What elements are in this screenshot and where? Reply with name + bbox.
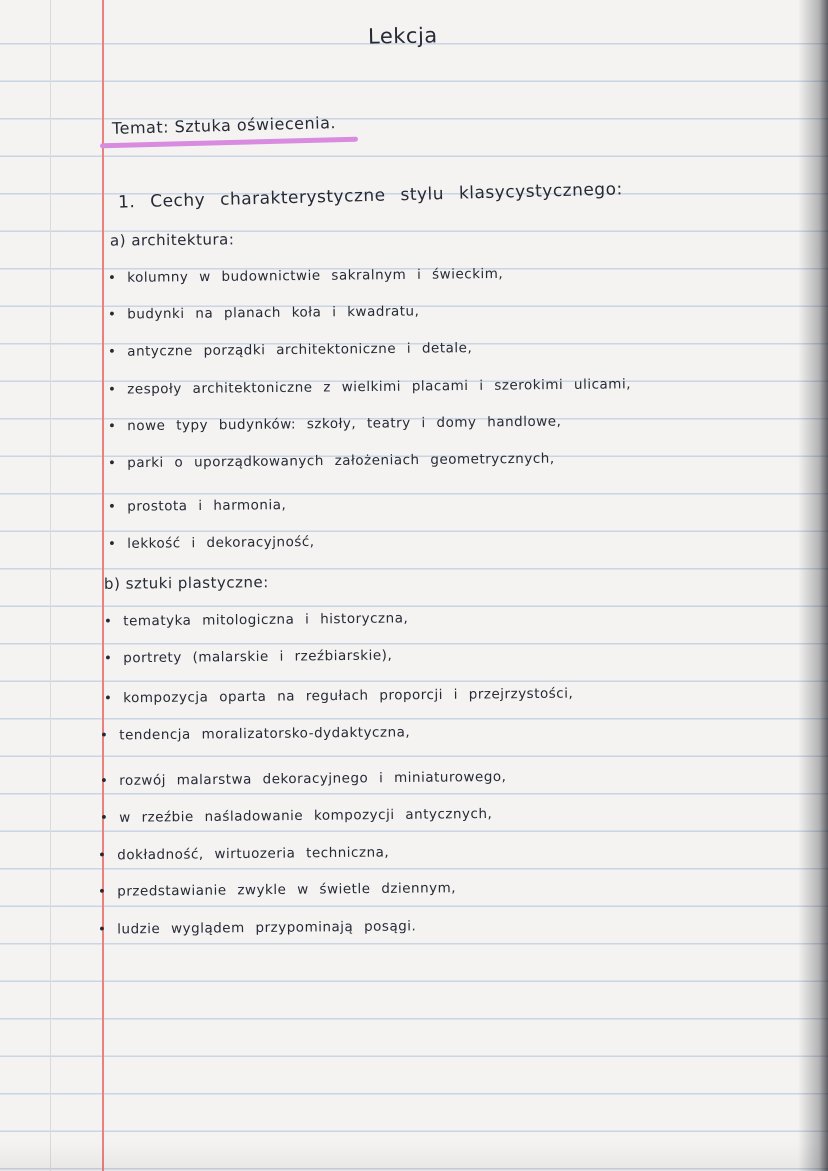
topic-highlight-underline [100, 137, 358, 149]
list-item: • kolumny w budownictwie sakralnym i świeckim, [107, 265, 504, 287]
list-item: • ludzie wyglądem przypominają posągi. [97, 918, 417, 938]
list-item: • portrety (malarskie i rzeźbiarskie), [103, 647, 393, 667]
list-item: • zespoły architektoniczne z wielkimi placami i szerokimi ulicami, [107, 376, 632, 398]
list-item: • rozwój malarstwa dekoracyjnego i miniaturowego, [99, 768, 507, 790]
page-title: Lekcja [367, 23, 438, 49]
section-a-label: a) architektura: [109, 230, 235, 250]
left-faint-margin-line [50, 0, 51, 1171]
list-item: • budynki na planach koła i kwadratu, [107, 303, 420, 323]
list-item: • przedstawianie zwykle w świetle dziennym, [97, 880, 457, 900]
section-heading: 1. Cechy charakterystyczne stylu klasycystycznego: [117, 179, 623, 213]
list-item: • kompozycja oparta na regułach proporcji i przejrzystości, [103, 685, 574, 707]
list-item: • w rzeźbie naśladowanie kompozycji antycznych, [99, 805, 493, 827]
list-item: • tematyka mitologiczna i historyczna, [103, 610, 409, 630]
list-item: • parki o uporządkowanych założeniach geometrycznych, [107, 450, 555, 472]
list-item: • dokładność, wirtuozeria techniczna, [97, 844, 390, 864]
list-item: • lekkość i dekoracyjność, [107, 533, 315, 553]
section-b-label: b) sztuki plastyczne: [103, 573, 269, 593]
list-item: • tendencja moralizatorsko-dydaktyczna, [99, 724, 411, 744]
list-item: • nowe typy budynków: szkoły, teatry i domy handlowe, [107, 413, 562, 435]
page-bottom-shadow [0, 1141, 828, 1171]
list-item: • antyczne porządki architektoniczne i detale, [107, 340, 473, 360]
list-item: • prostota i harmonia, [107, 497, 287, 515]
lesson-topic: Temat: Sztuka oświecenia. [111, 113, 337, 138]
page-edge-shadow [798, 0, 828, 1171]
